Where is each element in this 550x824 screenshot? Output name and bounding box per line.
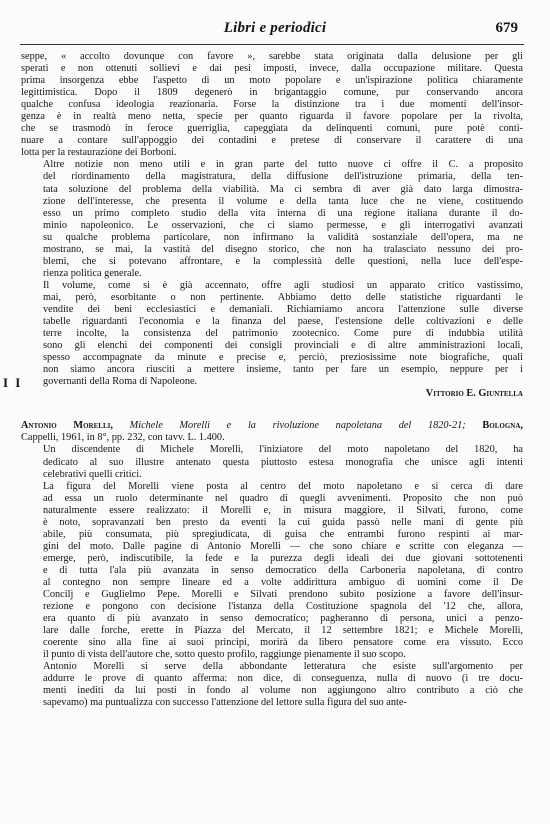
text-line: è noto, sopravanzati ben presto da eventi la cui guida passò nelle mani di gente più bbox=[43, 516, 523, 528]
text-line: lotta per la restaurazione dei Borboni. bbox=[21, 147, 177, 159]
text-line: il punto di vista dell'autore che, sotto questo profilo, raggiunge pienamente il suo scopo. bbox=[43, 649, 406, 661]
text-line: La figura del Morelli viene posta al centro del moto napoletano e si cerca di dare bbox=[43, 480, 523, 492]
citation-author: Antonio Morelli, bbox=[21, 420, 113, 432]
paragraph bbox=[21, 280, 523, 388]
paragraph bbox=[21, 444, 523, 480]
text-line: terre incolte, la consistenza del patrimonio zootecnico. Come pure di indubbia utilità bbox=[43, 328, 523, 340]
text-line: tabelle riguardanti l'economia e la finanza del paese, l'estensione delle coltivazioni e delle bbox=[43, 316, 523, 328]
text-line: al contegno non sempre lineare ed a volte addirittura ambiguo di uomini come il De bbox=[43, 576, 523, 588]
text-line: Antonio Morelli si serve della abbondante letteratura che esiste sull'argomento per bbox=[43, 661, 523, 673]
text-line: e di tutta l'ala più avanzata in senso democratico della Carboneria napoletana, di contro bbox=[43, 564, 523, 576]
text-line: su qualche problema particolare, non infirmano la validità sostanziale dell'opera, ma ne bbox=[43, 231, 523, 243]
text-line: dedicato al suo illustre antenato questa piuttosto estesa monografia che unisce agli intenti bbox=[43, 456, 523, 468]
text-line: mostrano, se mai, la vastità del disegno storico, che non ha tralasciato nessuno dei pro- bbox=[43, 243, 523, 255]
running-header bbox=[0, 20, 550, 44]
reviewer-signature: Vittorio E. Giuntella bbox=[425, 388, 523, 400]
section-gap bbox=[21, 400, 523, 420]
book-citation bbox=[21, 420, 523, 444]
citation-title: Michele Morelli e la rivoluzione napoletana del 1820-21; bbox=[129, 420, 466, 432]
text-line: sapevamo) ma puntualizza con successo l'attenzione del lettore sulla figura del suo ante- bbox=[43, 697, 407, 709]
text-line: Il volume, come si è già accennato, offre agli studiosi un apparato critico vastissimo, bbox=[43, 279, 523, 291]
paragraph bbox=[21, 481, 523, 662]
text-line: nuare a contare sull'appoggio dei contadini e pretese di conservare il carattere di una bbox=[21, 135, 523, 147]
text-line: spesso accompagnate da minute e precise e, perciò, preziosissime note biografiche, quali bbox=[43, 352, 523, 364]
text-line: celebrativi quelli critici. bbox=[43, 468, 142, 480]
text-line: qualche confusa ideologia reazionaria. Forse la distinzione tra i due momenti dell'insor- bbox=[21, 99, 523, 111]
text-line: zione dell'interesse, che presenta il volume e della tanta luce che ne viene, costituendo bbox=[43, 195, 523, 207]
citation-details: Cappelli, 1961, in 8°, pp. 232, con tavv. L. 1.400. bbox=[21, 432, 225, 444]
text-line: abile, più consumata, più spregiudicata, di guisa che entrambi furono respinti ai mar- bbox=[43, 528, 523, 540]
text-line: del riordinamento della magistratura, della diffusione dell'istruzione primaria, della ten- bbox=[43, 171, 523, 183]
text-line: lare dalle forche, erette in Piazza del Mercato, il 12 settembre 1821; e Michele Morelli, bbox=[43, 625, 523, 637]
review-giuntella bbox=[21, 51, 523, 400]
text-line: blemi, che si potevano affrontare, e la complessità delle questioni, nella luce dell'espe- bbox=[43, 255, 523, 267]
text-line: prima insorgenza ebbe l'aspetto di un moto popolare e un'ispirazione politica chiaramente bbox=[21, 75, 523, 87]
text-line: naturalmente essere realizzato: il Morelli e, in misura maggiore, il Silvati, furono, come bbox=[43, 504, 523, 516]
review-morelli bbox=[21, 420, 523, 709]
paragraph bbox=[21, 159, 523, 279]
citation-place: Bologna, bbox=[482, 420, 523, 432]
text-line: sperati e non ottenuti sollievi e dai pesi imposti, invece, dalla occupazione militare. Questa bbox=[21, 63, 523, 75]
text-line: menti inediti da lui posti in fondo al volume non aggiungono altro contributo a ciò che bbox=[43, 685, 523, 697]
text-line: coerente sino alla fine ai suoi principi, morirà da libero pensatore come era vissuto. Ecco bbox=[43, 637, 523, 649]
text-line: emerge, però, indiscutibile, la fede e la purezza degli ideali dei due giovani sottotenenti bbox=[43, 552, 523, 564]
text-line: legittimistica. Dopo il 1809 degenerò in brigantaggio comune, pur conservando ancora bbox=[21, 87, 523, 99]
text-line: Un discendente di Michele Morelli, l'iniziatore del moto napoletano del 1820, ha bbox=[43, 444, 523, 456]
text-line: vendite dei beni ecclesiastici e demaniali. Richiamiamo ancora l'attenzione sulle diverse bbox=[43, 303, 523, 315]
text-line: era quanto di più avanzato in senso democratico; pagheranno di persona, unici a penzo- bbox=[43, 613, 523, 625]
text-line: non siamo ancora riusciti a mettere insieme, tanto per fare un esempio, neppure per i bbox=[43, 364, 523, 376]
running-header-title: Libri e periodici bbox=[223, 20, 327, 36]
text-line: gini del moto. Dalle pagine di Antonio Morelli — che sono chiare e scritte con eleganza — bbox=[43, 540, 523, 552]
margin-mark: I I bbox=[3, 375, 23, 390]
text-line: rienza politica generale. bbox=[43, 267, 142, 279]
page-body bbox=[21, 51, 523, 709]
header-rule bbox=[20, 44, 524, 45]
text-line: addurre le prove di quanto afferma: non dice, di conseguenza, nulla di nuovo (i tre docu- bbox=[43, 673, 523, 685]
text-line: esso un primo completo studio della vita interna di una regione italiana durante il do- bbox=[43, 207, 523, 219]
text-line: tata soluzione del problema della viabilità. Ma ci sembra di aver già dato larga dimostra- bbox=[43, 183, 523, 195]
text-line: Altre notizie non meno utili e in gran parte del tutto nuove ci offre il C. a proposito bbox=[43, 159, 523, 171]
text-line: seppe, « accolto dovunque con favore », sarebbe stata originata dalla delusione per gli bbox=[21, 51, 523, 62]
paragraph bbox=[21, 51, 523, 159]
page-number: 679 bbox=[495, 20, 518, 36]
text-line: mai, però, esorbitante o non pertinente. Abbiamo detto delle statistiche riguardanti le bbox=[43, 291, 523, 303]
paragraph bbox=[21, 661, 523, 709]
text-line: che se trasmodò in feroce guerriglia, capeggiata da delinquenti comuni, pure potè conti- bbox=[21, 123, 523, 135]
text-line: minio napoleonico. Le osservazioni, che ci siamo permesse, e gli interrogativi avanzati bbox=[43, 219, 523, 231]
text-line: ad essa un ruolo determinante nel quadro di quegli avvenimenti. Proposito che non può bbox=[43, 492, 523, 504]
text-line: governanti della Roma di Napoleone. bbox=[43, 376, 198, 388]
text-line: Concilj e Guglielmo Pepe. Morelli e Silvati prendono subito posizione a favore dell'insur- bbox=[43, 589, 523, 601]
text-line: rezione e pongono con decisione l'istanza della Costituzione spagnola del '12 che, allora, bbox=[43, 601, 523, 613]
citation-line bbox=[21, 420, 523, 432]
text-line: genza è in realtà meno netta, specie per quanto riguarda il favore popolare per la rivolta, bbox=[21, 111, 523, 123]
text-line: sono gli elenchi dei componenti dei consigli provinciali e di altre amministrazioni locali, bbox=[43, 340, 523, 352]
